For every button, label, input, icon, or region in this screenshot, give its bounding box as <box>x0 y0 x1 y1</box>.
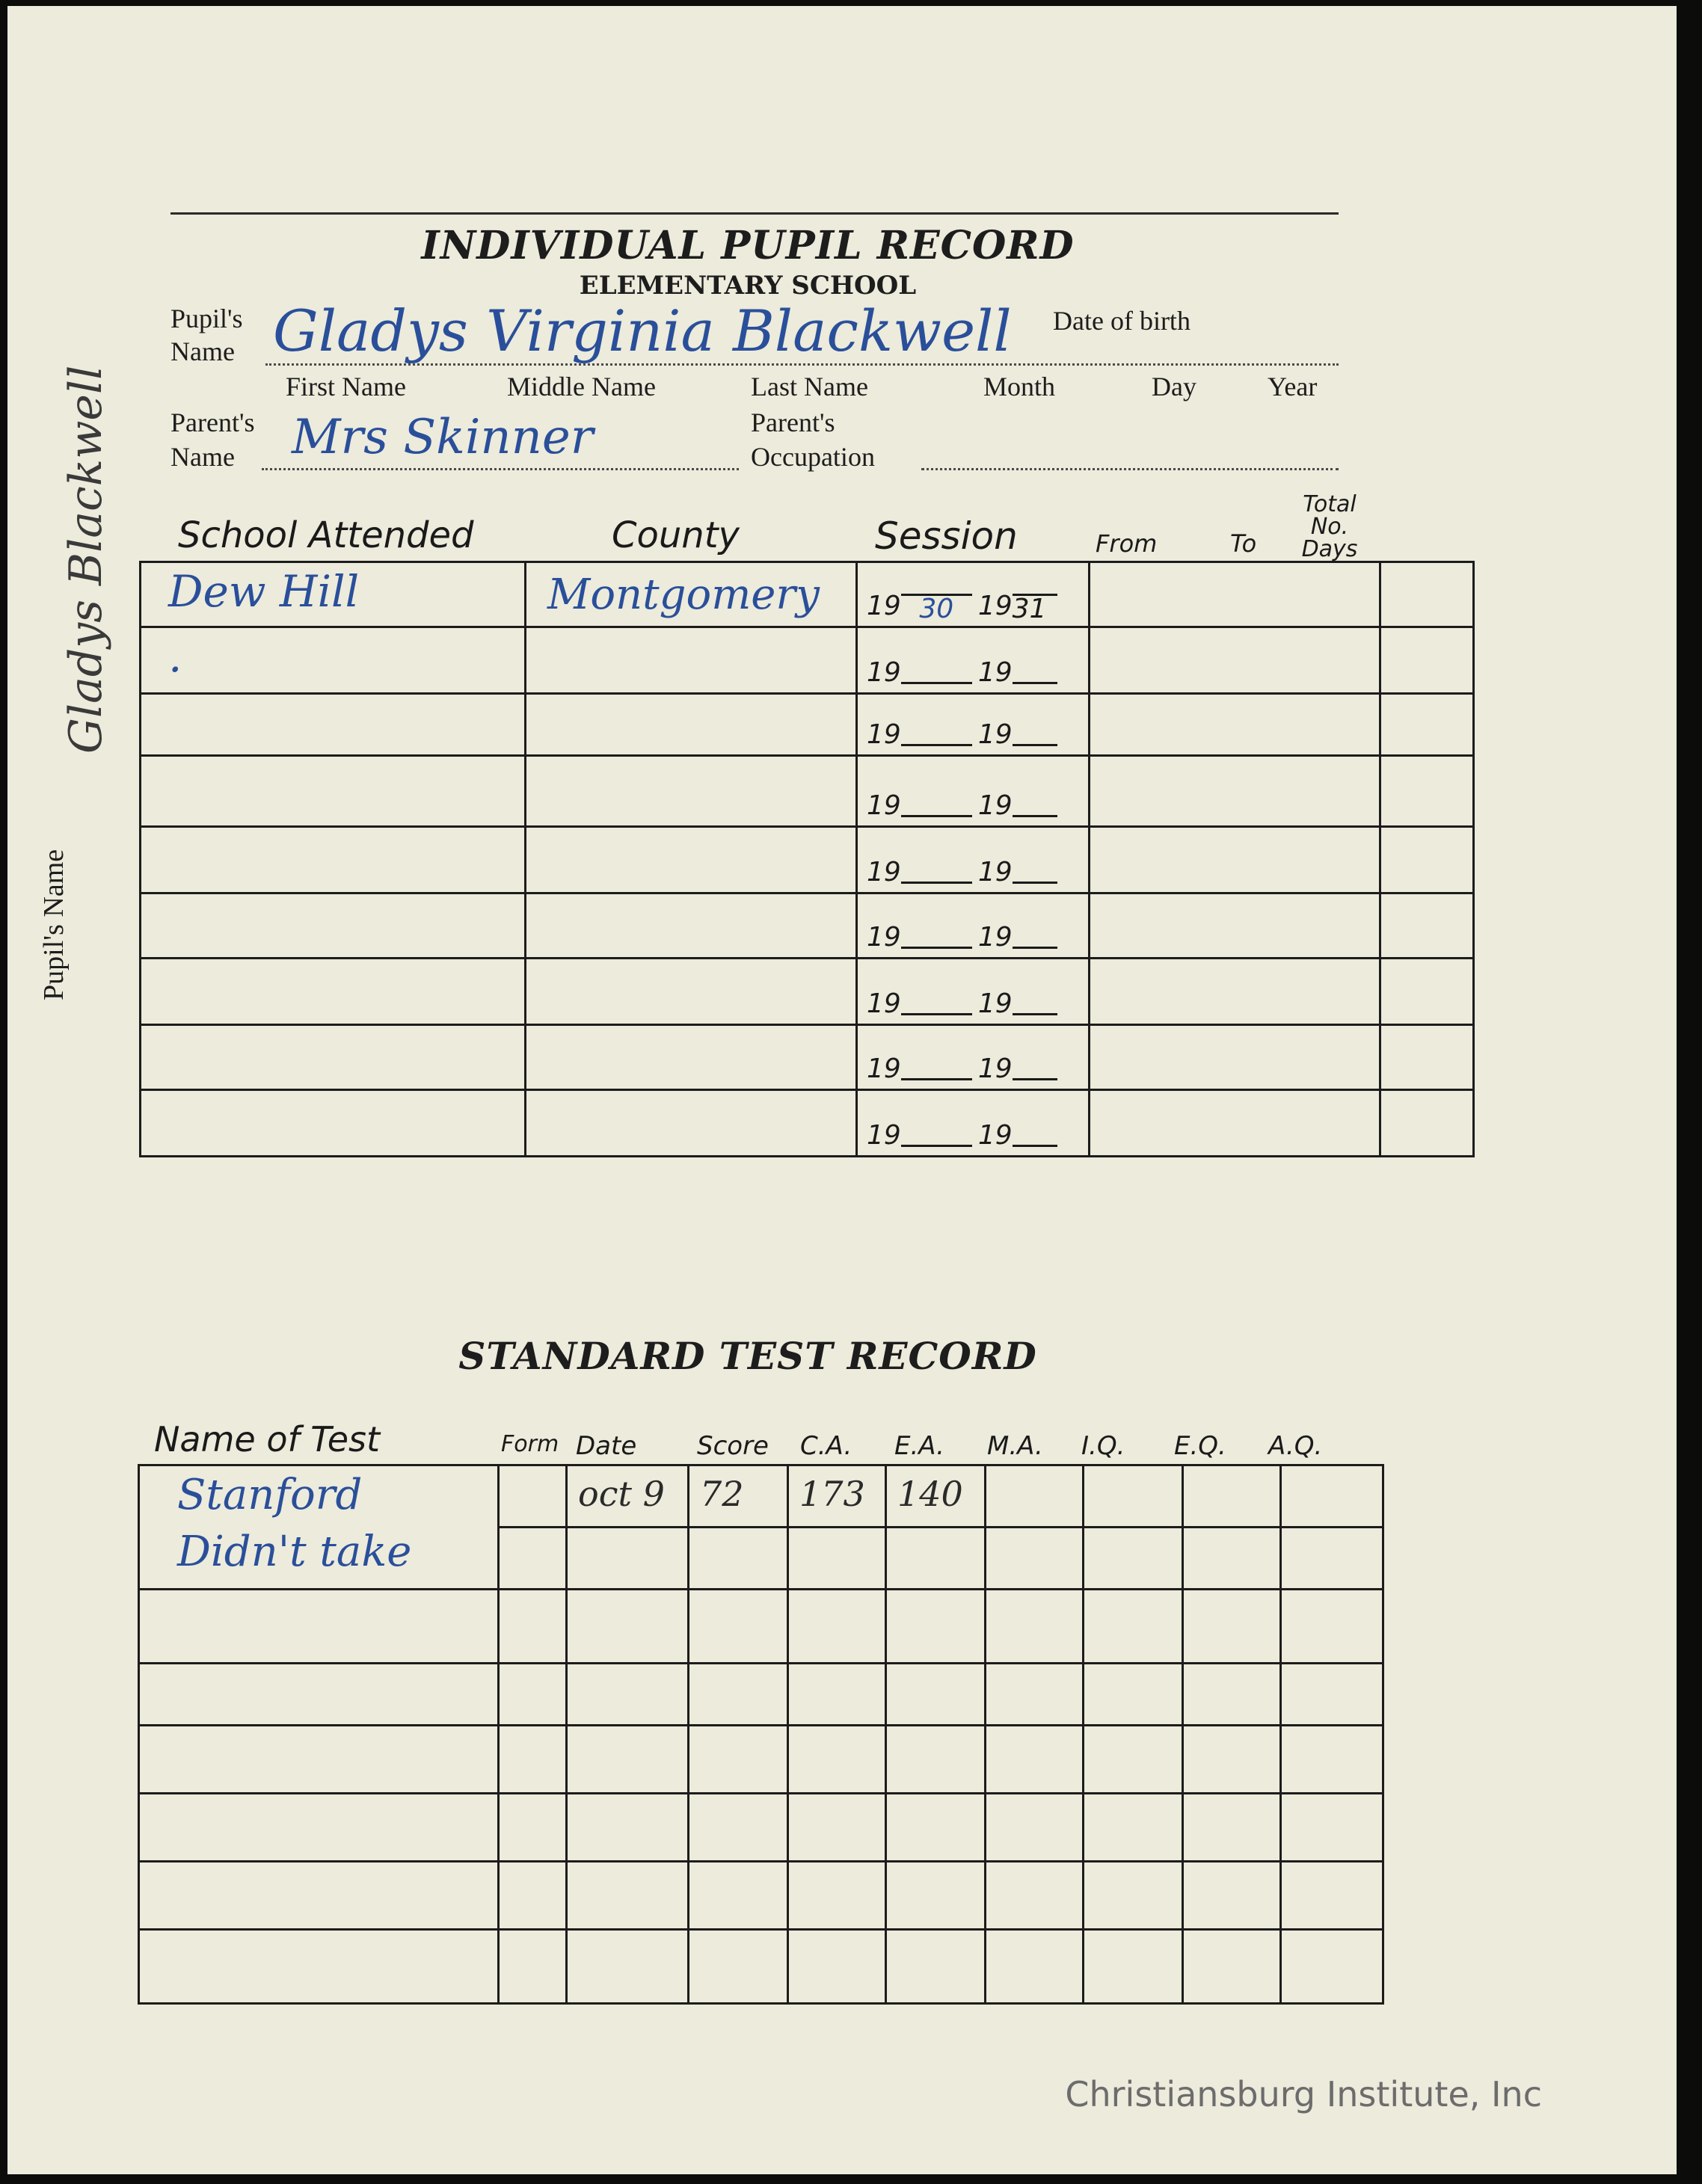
attendance-row <box>141 893 1474 959</box>
county-cell <box>526 627 857 694</box>
to-cell <box>1285 1025 1380 1090</box>
test-header-7: I.Q. <box>1081 1431 1125 1461</box>
test-cell <box>1084 1465 1183 1528</box>
test-cell <box>886 1590 986 1664</box>
school-cell <box>141 562 526 627</box>
test-cell <box>1281 1794 1383 1862</box>
pupil-label: Pupil's Name <box>170 304 243 366</box>
test-cell <box>499 1726 567 1794</box>
header-school-attended: School Attended <box>178 514 474 556</box>
session-years: 19 19 <box>867 657 1063 688</box>
test-header-4: C.A. <box>800 1431 852 1461</box>
to-cell <box>1285 827 1380 893</box>
total-days-cell <box>1380 893 1474 959</box>
county-cell <box>526 1090 857 1157</box>
test-cell-value: 72 <box>700 1474 744 1514</box>
test-cell <box>986 1528 1084 1590</box>
test-cell <box>1084 1726 1183 1794</box>
attendance-row <box>141 1025 1474 1090</box>
test-cell <box>1183 1664 1281 1726</box>
test-cell-value: Didn't take <box>177 1527 412 1576</box>
header-total-days: Total No. Days <box>1301 491 1358 562</box>
test-row <box>139 1930 1383 2004</box>
test-cell <box>1084 1664 1183 1726</box>
school-cell <box>141 827 526 893</box>
school-cell <box>141 694 526 756</box>
test-cell <box>1281 1528 1383 1590</box>
session-years: 19 19 <box>867 1053 1063 1084</box>
test-cell <box>986 1726 1084 1794</box>
session-cell <box>857 827 1090 893</box>
dob-caption-year: Year <box>1268 372 1318 402</box>
test-cell <box>788 1465 886 1528</box>
test-cell-value: Stanford <box>177 1471 363 1519</box>
from-cell <box>1090 1090 1285 1157</box>
county-cell <box>526 959 857 1025</box>
test-record-table <box>138 1464 1384 2005</box>
attendance-row <box>141 627 1474 694</box>
test-cell <box>139 1862 499 1930</box>
test-cell <box>499 1465 567 1528</box>
from-cell <box>1090 893 1285 959</box>
parent-name-line <box>262 468 739 470</box>
test-cell <box>788 1664 886 1726</box>
test-row <box>139 1590 1383 1664</box>
name-caption-first: First Name <box>286 372 406 402</box>
from-cell <box>1090 1025 1285 1090</box>
test-cell <box>1281 1862 1383 1930</box>
test-cell-value: oct 9 <box>578 1474 665 1514</box>
test-cell <box>689 1794 788 1862</box>
from-cell <box>1090 694 1285 756</box>
to-cell <box>1285 959 1380 1025</box>
test-cell <box>986 1930 1084 2004</box>
test-cell <box>689 1862 788 1930</box>
session-years: 19 30 1931 <box>867 591 1063 621</box>
test-header-9: A.Q. <box>1268 1431 1323 1461</box>
test-cell <box>1183 1726 1281 1794</box>
test-cell <box>499 1862 567 1930</box>
test-header-6: M.A. <box>987 1431 1043 1461</box>
test-cell <box>986 1590 1084 1664</box>
top-rule <box>170 212 1339 215</box>
test-row <box>139 1862 1383 1930</box>
test-cell <box>986 1794 1084 1862</box>
test-cell <box>139 1664 499 1726</box>
test-cell <box>788 1794 886 1862</box>
test-header-1: Form <box>501 1431 559 1457</box>
total-days-cell <box>1380 1025 1474 1090</box>
session-years: 19 19 <box>867 790 1063 821</box>
session-years: 19 19 <box>867 857 1063 888</box>
test-header-5: E.A. <box>894 1431 944 1461</box>
attendance-row <box>141 1090 1474 1157</box>
test-cell <box>1183 1930 1281 2004</box>
from-cell <box>1090 959 1285 1025</box>
attendance-row <box>141 827 1474 893</box>
total-days-cell <box>1380 959 1474 1025</box>
to-cell <box>1285 756 1380 827</box>
to-cell <box>1285 562 1380 627</box>
test-cell <box>1281 1664 1383 1726</box>
test-row <box>139 1664 1383 1726</box>
name-caption-middle: Middle Name <box>507 372 656 402</box>
test-cell <box>567 1862 689 1930</box>
test-cell <box>1084 1794 1183 1862</box>
parent-name-label: Parent's Name <box>170 407 255 472</box>
test-cell <box>689 1528 788 1590</box>
test-cell <box>886 1726 986 1794</box>
record-sheet <box>7 6 1677 2174</box>
dob-caption-month: Month <box>983 372 1056 402</box>
test-cell <box>986 1465 1084 1528</box>
test-cell <box>788 1862 886 1930</box>
from-cell <box>1090 756 1285 827</box>
test-row <box>139 1794 1383 1862</box>
session-cell <box>857 627 1090 694</box>
county-cell <box>526 562 857 627</box>
test-cell <box>567 1465 689 1528</box>
county-cell <box>526 827 857 893</box>
test-row <box>139 1726 1383 1794</box>
page-subtitle: ELEMENTARY SCHOOL <box>579 271 917 301</box>
test-cell <box>139 1930 499 2004</box>
test-cell <box>986 1664 1084 1726</box>
from-cell <box>1090 562 1285 627</box>
county-cell <box>526 1025 857 1090</box>
test-cell <box>886 1465 986 1528</box>
test-cell <box>139 1465 499 1528</box>
test-cell <box>689 1726 788 1794</box>
test-cell <box>499 1590 567 1664</box>
test-cell <box>139 1590 499 1664</box>
county-cell <box>526 893 857 959</box>
test-cell <box>1281 1930 1383 2004</box>
test-cell <box>139 1794 499 1862</box>
test-cell <box>788 1528 886 1590</box>
test-cell <box>499 1528 567 1590</box>
test-cell <box>886 1664 986 1726</box>
test-cell <box>1183 1465 1281 1528</box>
session-cell <box>857 694 1090 756</box>
parent-occupation-label: Parent's Occupation <box>751 407 875 472</box>
test-cell <box>689 1930 788 2004</box>
test-cell <box>567 1930 689 2004</box>
attendance-row <box>141 562 1474 627</box>
test-cell <box>1084 1930 1183 2004</box>
test-cell <box>788 1726 886 1794</box>
total-days-cell <box>1380 756 1474 827</box>
school-cell <box>141 1090 526 1157</box>
test-cell <box>1281 1590 1383 1664</box>
test-record-title: STANDARD TEST RECORD <box>458 1334 1037 1378</box>
test-cell-value: 173 <box>799 1474 865 1514</box>
test-row <box>139 1465 1383 1528</box>
test-cell <box>499 1664 567 1726</box>
session-cell <box>857 756 1090 827</box>
margin-name-handwritten: Gladys Blackwell <box>60 365 112 754</box>
test-cell <box>886 1930 986 2004</box>
session-cell <box>857 959 1090 1025</box>
session-cell <box>857 1025 1090 1090</box>
total-days-cell <box>1380 827 1474 893</box>
page-title: INDIVIDUAL PUPIL RECORD <box>421 223 1075 268</box>
test-cell <box>886 1528 986 1590</box>
county-cell <box>526 756 857 827</box>
school-cell <box>141 1025 526 1090</box>
attendance-row <box>141 959 1474 1025</box>
header-from: From <box>1096 529 1158 558</box>
attendance-row <box>141 694 1474 756</box>
name-caption-last: Last Name <box>751 372 868 402</box>
test-cell <box>567 1528 689 1590</box>
from-cell <box>1090 627 1285 694</box>
test-cell <box>1183 1528 1281 1590</box>
school-value: . <box>168 631 182 682</box>
test-cell <box>1084 1590 1183 1664</box>
total-days-cell <box>1380 562 1474 627</box>
from-cell <box>1090 827 1285 893</box>
session-years: 19 19 <box>867 1120 1063 1151</box>
test-cell <box>886 1862 986 1930</box>
session-years: 19 19 <box>867 719 1063 750</box>
total-days-cell <box>1380 1090 1474 1157</box>
test-cell <box>886 1794 986 1862</box>
test-cell <box>1183 1794 1281 1862</box>
dob-caption-day: Day <box>1152 372 1196 402</box>
test-cell <box>788 1930 886 2004</box>
total-days-cell <box>1380 694 1474 756</box>
test-cell <box>1183 1862 1281 1930</box>
test-cell <box>689 1664 788 1726</box>
county-value: Montgomery <box>547 570 820 619</box>
test-cell <box>1281 1465 1383 1528</box>
test-cell-value: 140 <box>897 1474 963 1514</box>
test-header-2: Date <box>576 1431 637 1461</box>
test-row <box>139 1528 1383 1590</box>
header-to: To <box>1230 529 1257 558</box>
test-cell <box>986 1862 1084 1930</box>
parent-name-value: Mrs Skinner <box>292 410 594 465</box>
test-cell <box>1084 1528 1183 1590</box>
session-cell <box>857 1090 1090 1157</box>
test-cell <box>499 1794 567 1862</box>
school-cell <box>141 893 526 959</box>
test-cell <box>567 1794 689 1862</box>
dob-label: Date of birth <box>1053 306 1191 336</box>
attendance-table <box>139 561 1475 1157</box>
to-cell <box>1285 893 1380 959</box>
test-cell <box>567 1664 689 1726</box>
test-cell <box>1084 1862 1183 1930</box>
parent-occupation-line <box>921 468 1339 470</box>
total-days-cell <box>1380 627 1474 694</box>
session-cell <box>857 893 1090 959</box>
to-cell <box>1285 1090 1380 1157</box>
school-cell <box>141 756 526 827</box>
watermark: Christiansburg Institute, Inc <box>1065 2074 1542 2114</box>
test-cell <box>139 1528 499 1590</box>
session-years: 19 19 <box>867 988 1063 1019</box>
header-session: Session <box>875 514 1018 558</box>
margin-label: Pupil's Name <box>38 849 70 1000</box>
to-cell <box>1285 694 1380 756</box>
test-cell <box>499 1930 567 2004</box>
test-cell <box>689 1590 788 1664</box>
test-cell <box>689 1465 788 1528</box>
test-cell <box>1281 1726 1383 1794</box>
session-cell <box>857 562 1090 627</box>
test-cell <box>788 1590 886 1664</box>
test-cell <box>1183 1590 1281 1664</box>
test-header-3: Score <box>697 1431 769 1461</box>
session-years: 19 19 <box>867 922 1063 953</box>
header-county: County <box>612 514 740 556</box>
attendance-row <box>141 756 1474 827</box>
test-cell <box>567 1590 689 1664</box>
test-header-0: Name of Test <box>154 1419 381 1459</box>
to-cell <box>1285 627 1380 694</box>
test-cell <box>139 1726 499 1794</box>
school-value: Dew Hill <box>168 566 360 617</box>
school-cell <box>141 959 526 1025</box>
county-cell <box>526 694 857 756</box>
test-header-8: E.Q. <box>1174 1431 1226 1461</box>
test-cell <box>567 1726 689 1794</box>
pupil-name-value: Gladys Virginia Blackwell <box>273 298 1012 364</box>
school-cell <box>141 627 526 694</box>
